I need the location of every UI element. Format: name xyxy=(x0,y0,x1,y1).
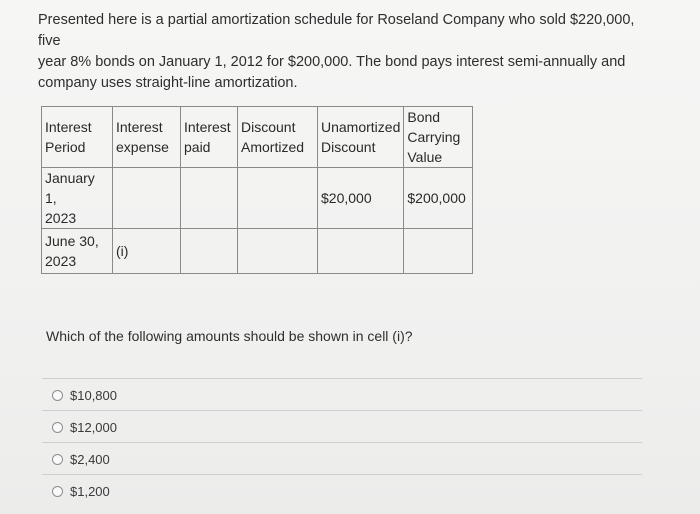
answer-option-1[interactable] xyxy=(52,388,117,403)
cell-discount-amortized xyxy=(238,229,318,274)
table-header-row xyxy=(42,107,473,168)
answer-option-2[interactable] xyxy=(52,420,117,435)
table-row xyxy=(42,229,473,274)
option-label: $12,000 xyxy=(70,420,117,435)
header-bond-carrying-value: Bond Carrying Value xyxy=(404,107,473,168)
cell-interest-paid xyxy=(181,168,238,229)
divider xyxy=(42,378,642,379)
intro-line-2: year 8% bonds on January 1, 2012 for $200,000. The bond pays interest semi-annually and xyxy=(38,54,626,70)
cell-interest-paid xyxy=(181,229,238,274)
header-discount-amortized: Discount Amortized xyxy=(238,107,318,168)
option-label: $10,800 xyxy=(70,388,117,403)
option-label: $2,400 xyxy=(70,452,110,467)
cell-unamortized-discount: $20,000 xyxy=(318,168,404,229)
cell-period: June 30, 2023 xyxy=(42,229,113,274)
header-interest-expense: Interest expense xyxy=(113,107,181,168)
cell-interest-expense xyxy=(113,168,181,229)
radio-button[interactable] xyxy=(52,454,63,465)
question-text: Which of the following amounts should be shown in cell (i)? xyxy=(46,328,413,344)
question-intro xyxy=(38,10,648,94)
header-unamortized-discount: Unamortized Discount xyxy=(318,107,404,168)
divider xyxy=(42,442,642,443)
option-label: $1,200 xyxy=(70,484,110,499)
cell-period: January 1, 2023 xyxy=(42,168,113,229)
amortization-table xyxy=(41,106,473,274)
divider xyxy=(42,410,642,411)
header-interest-paid: Interest paid xyxy=(181,107,238,168)
cell-interest-expense: (i) xyxy=(113,229,181,274)
radio-button[interactable] xyxy=(52,422,63,433)
radio-button[interactable] xyxy=(52,486,63,497)
intro-line-1: Presented here is a partial amortization schedule for Roseland Company who sold $220,000, five xyxy=(38,12,635,49)
cell-unamortized-discount xyxy=(318,229,404,274)
divider xyxy=(42,474,642,475)
header-interest-period: Interest Period xyxy=(42,107,113,168)
table-row xyxy=(42,168,473,229)
cell-discount-amortized xyxy=(238,168,318,229)
radio-button[interactable] xyxy=(52,390,63,401)
cell-carrying-value: $200,000 xyxy=(404,168,473,229)
answer-option-3[interactable] xyxy=(52,452,110,467)
answer-option-4[interactable] xyxy=(52,484,110,499)
cell-carrying-value xyxy=(404,229,473,274)
intro-line-3: company uses straight-line amortization. xyxy=(38,75,298,91)
